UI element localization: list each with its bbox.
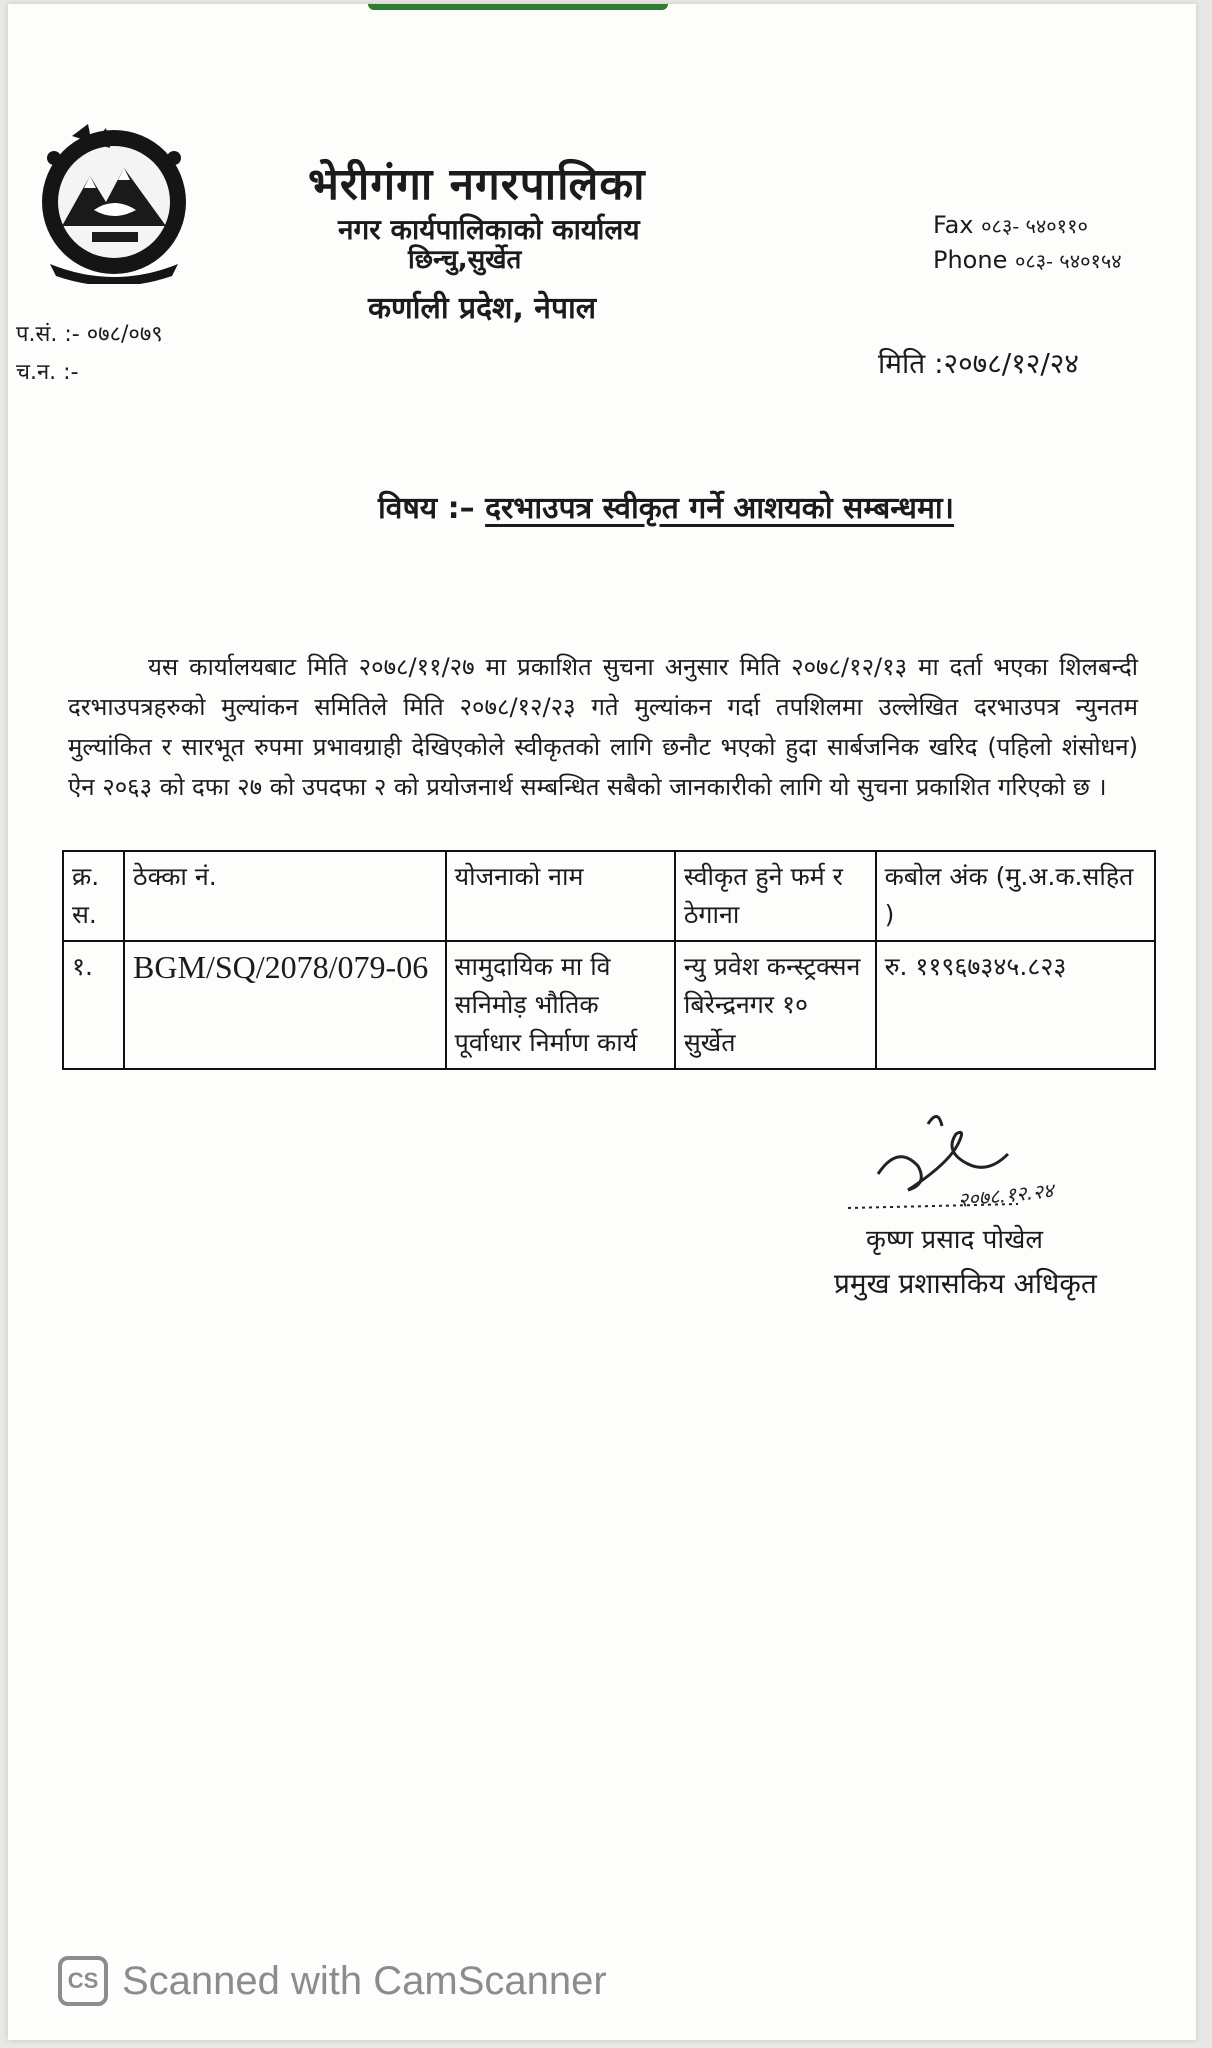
signer-title: प्रमुख प्रशासकिय अधिकृत (834, 1267, 1097, 1300)
signer-name: कृष्ण प्रसाद पोखेल (866, 1225, 1043, 1255)
nepal-emblem-icon (32, 114, 197, 284)
header-bid-amount: कबोल अंक (मु.अ.क.सहित ) (876, 851, 1155, 941)
fax-number: ०८३- ५४०११० (981, 214, 1088, 238)
notice-body: यस कार्यालयबाट मिति २०७८/११/२७ मा प्रकाशित सुचना अनुसार मिति २०७८/१२/१३ मा दर्ता भएका शिलबन्दी दरभाउपत्रहरुको मुल्यांकन समितिले मिति २०७८/१२/२३ गते मुल्यांकन गर्दा तपशिलमा उल्लेखित दरभाउपत्र न्युनतम मुल्यांकित र सारभूत रुपमा प्रभावग्राही देखिएकोले स्वीकृतको लागि छनौट भएको हुदा सार्बजनिक खरिद (पहिलो शंसोधन) ऐन २०६३ को दफा २७ को उपदफा २ को प्रयोजनार्थ सम्बन्धित सबैको जानकारीको लागि यो सुचना प्रकाशित गरिएको छ । (68, 653, 1138, 801)
reference-block (16, 316, 163, 392)
subject-text: दरभाउपत्र स्वीकृत गर्ने आशयको सम्बन्धमा। (485, 491, 955, 526)
table-header-row (63, 851, 1155, 941)
document-page (8, 4, 1196, 2040)
letter-date: मिति :२०७८/१२/२४ (878, 347, 1079, 380)
subject-line (378, 486, 954, 527)
cell-bid-amount: रु. ११९६७३४५.८२३ (876, 941, 1155, 1069)
cell-firm: न्यु प्रवेश कन्स्ट्रक्सन बिरेन्द्रनगर १० सुर्खेत (675, 941, 876, 1069)
fax-label: Fax (933, 211, 974, 239)
cell-project-name: सामुदायिक मा वि सनिमोड़ भौतिक पूर्वाधार निर्माण कार्य (446, 941, 675, 1069)
office-address: छिन्चु,सुर्खेत (408, 245, 522, 275)
contact-block (933, 208, 1122, 278)
handwritten-date: २०७८.१२.२४ (956, 1178, 1055, 1213)
phone-line (933, 243, 1122, 278)
chalani-number: च.न. :- (16, 360, 79, 385)
office-name: नगर कार्यपालिकाको कार्यालय (338, 213, 640, 246)
handwritten-signature (838, 1104, 1138, 1224)
header-serial: क्र. स. (63, 851, 124, 941)
header-firm: स्वीकृत हुने फर्म र ठेगाना (675, 851, 876, 941)
watermark-text: Scanned with CamScanner (122, 1958, 607, 2003)
top-green-strip (368, 4, 668, 10)
patra-sankhya: प.सं. :- ०७८/०७९ (16, 322, 163, 347)
phone-label: Phone (933, 246, 1008, 274)
header-contract-no: ठेक्का नं. (124, 851, 446, 941)
header-project-name: योजनाको नाम (446, 851, 675, 941)
camscanner-logo-icon: CS (58, 1956, 108, 2006)
subject-label: विषय :– (378, 491, 475, 526)
fax-line (933, 208, 1122, 243)
org-name: भेरीगंगा नगरपालिका (308, 159, 646, 210)
cell-serial: १. (63, 941, 124, 1069)
phone-number: ०८३- ५४०१५४ (1014, 249, 1122, 273)
cell-contract-no: BGM/SQ/2078/079-06 (124, 941, 446, 1069)
table-row (63, 941, 1155, 1069)
tender-table (62, 850, 1156, 1070)
camscanner-watermark (58, 1956, 607, 2006)
province-line: कर्णाली प्रदेश, नेपाल (368, 291, 597, 326)
